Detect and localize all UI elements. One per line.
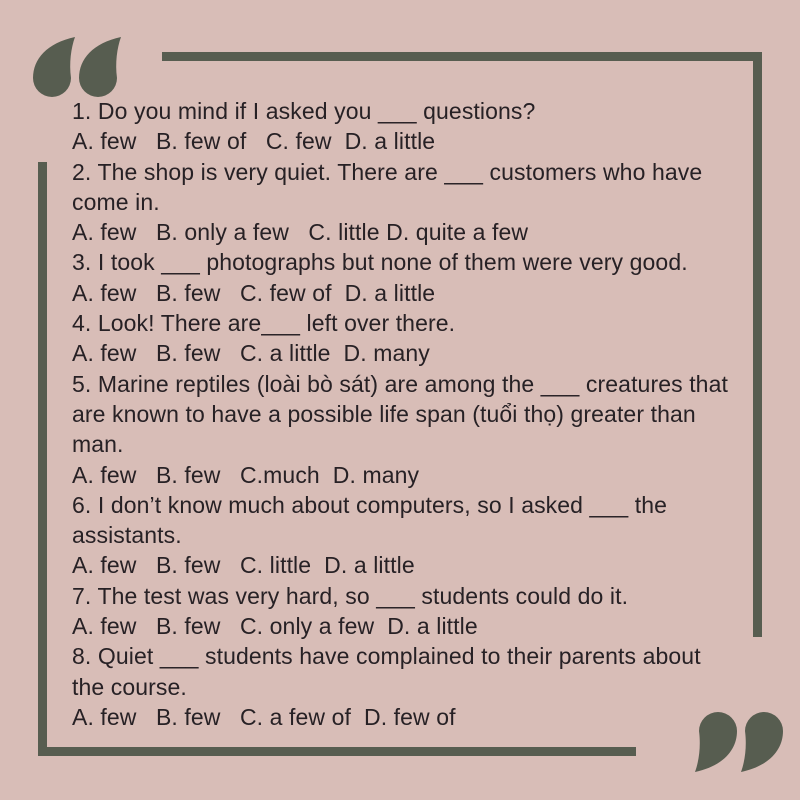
frame-top-border bbox=[162, 52, 762, 61]
question-5-prompt-line-3: man. bbox=[72, 431, 124, 458]
question-3-prompt-line-1: 3. I took ___ photographs but none of them were very good. bbox=[72, 249, 688, 276]
question-2-options-line: A. few B. only a few C. little D. quite a few bbox=[72, 219, 529, 246]
quiz-text bbox=[72, 96, 752, 732]
question-4-prompt-line-1: 4. Look! There are___ left over there. bbox=[72, 310, 456, 337]
question-8-options-line: A. few B. few C. a few of D. few of bbox=[72, 703, 456, 730]
question-7-options-line: A. few B. few C. only a few D. a little bbox=[72, 613, 478, 640]
question-8-prompt-line-1: 8. Quiet ___ students have complained to their parents about bbox=[72, 643, 701, 670]
question-6-prompt-line-1: 6. I don’t know much about computers, so I asked ___ the bbox=[72, 491, 667, 518]
question-5-prompt-line-1: 5. Marine reptiles (loài bò sát) are among the ___ creatures that bbox=[72, 370, 728, 397]
question-3-options-line: A. few B. few C. few of D. a little bbox=[72, 279, 436, 306]
question-6-options-line: A. few B. few C. little D. a little bbox=[72, 552, 415, 579]
question-1-prompt-line-1: 1. Do you mind if I asked you ___ questions? bbox=[72, 98, 536, 124]
question-5-options-line: A. few B. few C.much D. many bbox=[72, 461, 420, 488]
question-5-prompt-line-2: are known to have a possible life span (tuổi thọ) greater than bbox=[72, 400, 696, 427]
question-4-options-line: A. few B. few C. a little D. many bbox=[72, 340, 430, 367]
frame-bottom-border bbox=[38, 747, 636, 756]
question-7-prompt-line-1: 7. The test was very hard, so ___ students could do it. bbox=[72, 582, 629, 609]
frame-left-border bbox=[38, 162, 47, 756]
question-2-prompt-line-2: come in. bbox=[72, 188, 160, 215]
frame-right-border bbox=[753, 52, 762, 637]
question-2-prompt-line-1: 2. The shop is very quiet. There are ___ customers who have bbox=[72, 158, 703, 185]
question-1-options-line: A. few B. few of C. few D. a little bbox=[72, 128, 436, 155]
open-quote-icon bbox=[33, 36, 121, 103]
question-8-prompt-line-2: the course. bbox=[72, 673, 187, 700]
question-6-prompt-line-2: assistants. bbox=[72, 522, 182, 549]
